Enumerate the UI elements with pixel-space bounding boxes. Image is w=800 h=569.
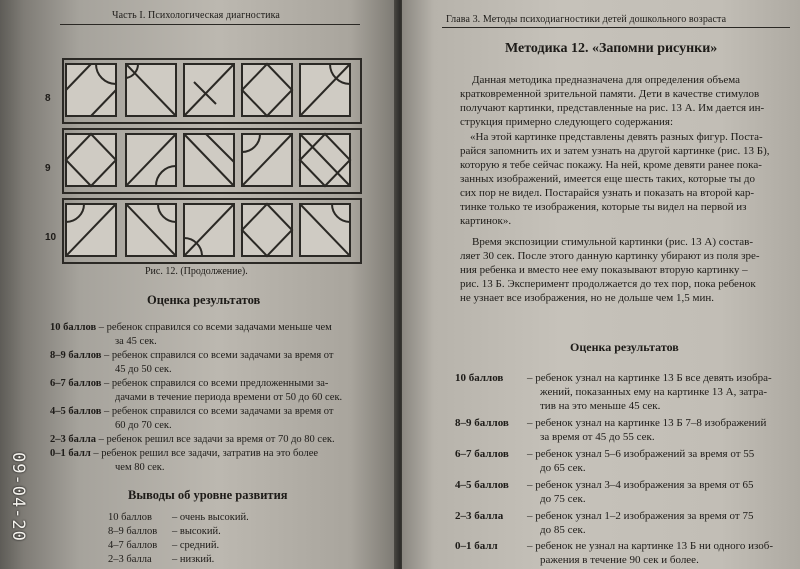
score-line: 2–3 балла – ребенок решил все задачи за время от 70 до 80 сек. — [50, 434, 335, 445]
body-line: ния ребенка и вместо нее ему показывают вторую картинку – — [460, 264, 748, 276]
scoring-heading-left: Оценка результатов — [147, 293, 261, 307]
scoring-heading-right: Оценка результатов — [570, 340, 679, 354]
date-stamp: 09-04-20 — [8, 452, 28, 542]
score-line: до 75 сек. — [540, 493, 586, 505]
score-line: за время от 45 до 55 сек. — [540, 431, 655, 443]
body-line: тинке только те изображения, которые ты видел на первой из — [460, 201, 747, 213]
score-line: 8–9 баллов – ребенок узнал на картинке 13 Б 7–8 изображений — [455, 417, 767, 429]
header-rule-left — [60, 24, 360, 25]
header-rule-right — [442, 27, 790, 28]
score-line: 45 до 50 сек. — [115, 364, 172, 375]
score-line: 8–9 баллов – ребенок справился со всеми задачами за время от — [50, 350, 334, 361]
score-line: чем 80 сек. — [115, 462, 165, 473]
body-line: сих пор не видел. Постарайся узнать и показать на второй кар- — [460, 187, 755, 199]
score-line: 10 баллов – ребенок справился со всеми задачами меньше чем — [50, 322, 332, 333]
body-line: струкция примерно следующего содержания: — [460, 116, 674, 128]
body-line: не узнает все изображения, но не дольше чем 1,5 мин. — [460, 292, 714, 304]
score-line: за 45 сек. — [115, 336, 157, 347]
row-number-8: 8 — [45, 93, 51, 104]
conclusion-line: 2–3 балла – низкий. — [108, 554, 215, 565]
running-head-left: Часть I. Психологическая диагностика — [112, 10, 280, 21]
score-line: 4–5 баллов – ребенок узнал 3–4 изображения за время от 65 — [455, 479, 754, 491]
body-line: Время экспозиции стимульной картинки (рис. 13 А) состав- — [472, 236, 754, 248]
score-line: 2–3 балла – ребенок узнал 1–2 изображения за время от 75 — [455, 510, 754, 522]
score-line: до 85 сек. — [540, 524, 586, 536]
score-line: 0–1 балл – ребенок не узнал на картинке 13 Б ни одного изоб- — [455, 540, 774, 552]
score-line: жений, показанных ему на картинке 13 А, затра- — [540, 386, 768, 398]
body-line: райся запомнить их и затем узнать на другой картинке (рис. 13 Б), — [460, 145, 770, 157]
score-line: 60 до 70 сек. — [115, 420, 172, 431]
score-line: 6–7 баллов – ребенок справился со всеми предложенными за- — [50, 378, 329, 389]
figure-12-drawings — [56, 52, 376, 272]
conclusion-line: 10 баллов – очень высокий. — [108, 512, 249, 523]
conclusions-heading: Выводы об уровне развития — [128, 488, 288, 502]
body-line: занных изображений, имеется еще шесть таких, которые ты до — [460, 173, 756, 185]
row-number-9: 9 — [45, 163, 51, 174]
method-title: Методика 12. «Запомни рисунки» — [505, 41, 718, 56]
row-number-10: 10 — [45, 232, 57, 243]
conclusion-line: 4–7 баллов – средний. — [108, 540, 220, 551]
score-line: 4–5 баллов – ребенок справился со всеми задачами за время от — [50, 406, 334, 417]
running-head-right: Глава 3. Методы психодиагностики детей дошкольного возраста — [446, 14, 727, 25]
score-line: 0–1 балл – ребенок решил все задачи, затратив на это более — [50, 448, 319, 459]
body-line: кратковременной зрительной памяти. Дети в качестве стимулов — [460, 88, 760, 100]
score-line: дачами в течение периода времени от 50 до 60 сек. — [115, 392, 343, 403]
conclusion-line: 8–9 баллов – высокий. — [108, 526, 221, 537]
score-line: ражения в течение 90 сек и более. — [540, 554, 699, 566]
score-line: 10 баллов – ребенок узнал на картинке 13 Б все девять изобра- — [455, 372, 772, 384]
figure-caption: Рис. 12. (Продолжение). — [145, 266, 248, 277]
body-line: получают картинки, представленные на рис. 13 А. Им дается ин- — [460, 102, 765, 114]
body-line: рис. 13 Б. Эксперимент продолжается до тех пор, пока ребенок — [460, 278, 756, 290]
body-line: ляет 30 сек. После этого данную картинку убирают из поля зре- — [460, 250, 760, 262]
score-line: до 65 сек. — [540, 462, 586, 474]
body-line: которую я тебе сейчас покажу. На ней, кроме девяти ранее пока- — [460, 159, 762, 171]
score-line: 6–7 баллов – ребенок узнал 5–6 изображений за время от 55 — [455, 448, 755, 460]
body-line: «На этой картинке представлены девять разных фигур. Поста- — [470, 131, 763, 143]
score-line: тив на это меньше 45 сек. — [540, 400, 661, 412]
body-line: картинок». — [460, 215, 512, 227]
left-page — [0, 0, 398, 569]
body-line: Данная методика предназначена для определения объема — [472, 74, 741, 86]
